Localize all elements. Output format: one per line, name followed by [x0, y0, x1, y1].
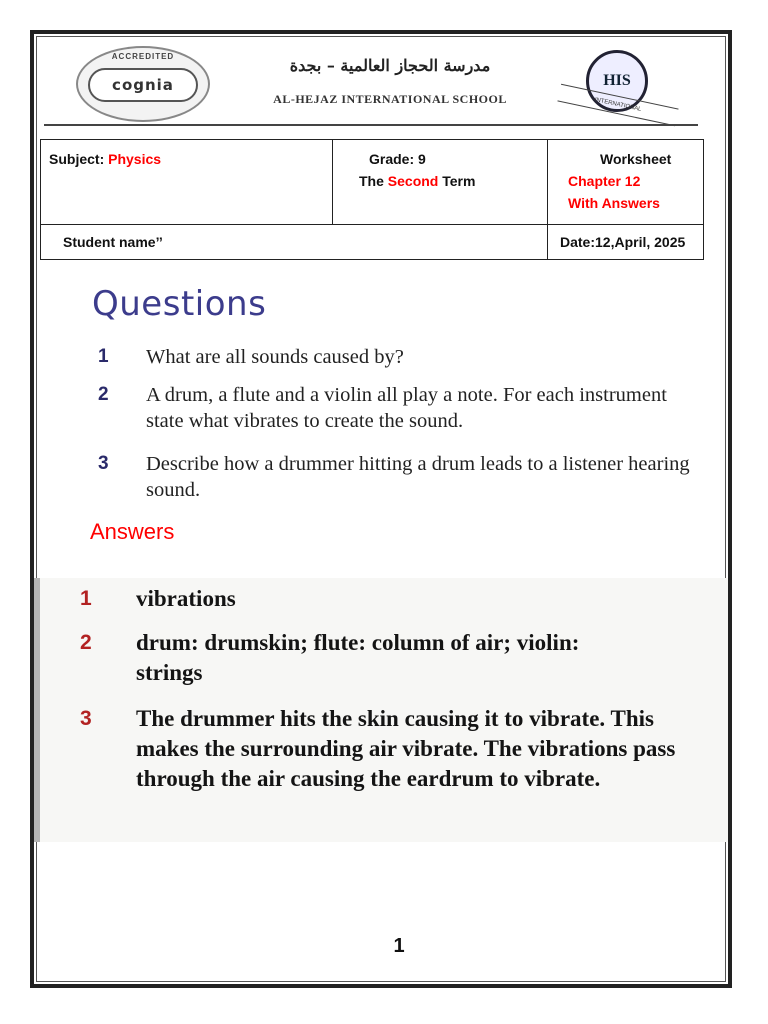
answer-item: [80, 628, 700, 690]
cognia-ring-text: ACCREDITED: [111, 52, 175, 61]
subject-value: Physics: [108, 151, 162, 167]
question-item: [98, 344, 698, 372]
answer-item: [80, 704, 700, 828]
subject-label: Subject:: [49, 151, 109, 167]
hts-ribbon-text: INTERNATIONAL: [557, 84, 678, 127]
question-text: What are all sounds caused by?: [146, 346, 404, 368]
question-number: 3: [98, 453, 109, 474]
answers-scan-block: [34, 578, 728, 842]
answer-text: The drummer hits the skin causing it to vibrate. This makes the surrounding air vibrate. The vibrations pass through the air causing the eardrum to vibrate.: [136, 706, 676, 791]
worksheet-cell: [548, 140, 704, 225]
date-cell: [548, 225, 704, 260]
student-name-label: Student name’’: [63, 234, 163, 250]
date-label: Date:12,April, 2025: [560, 234, 686, 250]
chapter-label: Chapter 12: [568, 173, 641, 189]
grade-cell: [333, 140, 548, 225]
worksheet-label: Worksheet: [600, 151, 672, 167]
info-row: [41, 140, 704, 225]
term-suffix: Term: [438, 173, 476, 189]
school-name-arabic: مدرسة الحجاز العالمية – بجدة: [289, 56, 491, 75]
answer-number: 1: [80, 587, 92, 610]
hts-logo: [558, 46, 678, 122]
answer-number: 2: [80, 631, 92, 654]
student-name-cell: [41, 225, 548, 260]
cognia-logo: [76, 46, 210, 122]
answer-text: drum: drumskin; flute: column of air; violin: strings: [136, 630, 580, 685]
header-divider: [44, 124, 698, 126]
grade-text: Grade: 9: [369, 151, 426, 167]
school-header: [60, 44, 700, 126]
school-name-english: AL-HEJAZ INTERNATIONAL SCHOOL: [273, 92, 507, 106]
term-highlight: Second: [387, 173, 439, 189]
answer-item: [80, 584, 700, 616]
answer-number: 3: [80, 707, 92, 730]
worksheet-info-table: [40, 139, 704, 260]
questions-heading: Questions: [92, 284, 267, 324]
hts-logo-text: HIS: [586, 50, 648, 112]
question-item: [98, 451, 698, 507]
answer-text: vibrations: [136, 586, 236, 611]
question-text: Describe how a drummer hitting a drum leads to a listener hearing sound.: [146, 453, 690, 501]
cognia-logo-text: cognia: [88, 68, 198, 102]
question-number: 1: [98, 346, 109, 367]
subject-cell: [41, 140, 333, 225]
answers-heading: Answers: [90, 519, 175, 544]
with-answers-label: With Answers: [568, 195, 660, 211]
term-prefix: The: [359, 173, 388, 189]
term-text: [359, 170, 539, 192]
question-text: A drum, a flute and a violin all play a note. For each instrument state what vibrates to create the sound.: [146, 384, 667, 432]
question-number: 2: [98, 384, 109, 405]
page-number: 1: [393, 935, 405, 957]
info-row: [41, 225, 704, 260]
question-item: [98, 382, 698, 438]
